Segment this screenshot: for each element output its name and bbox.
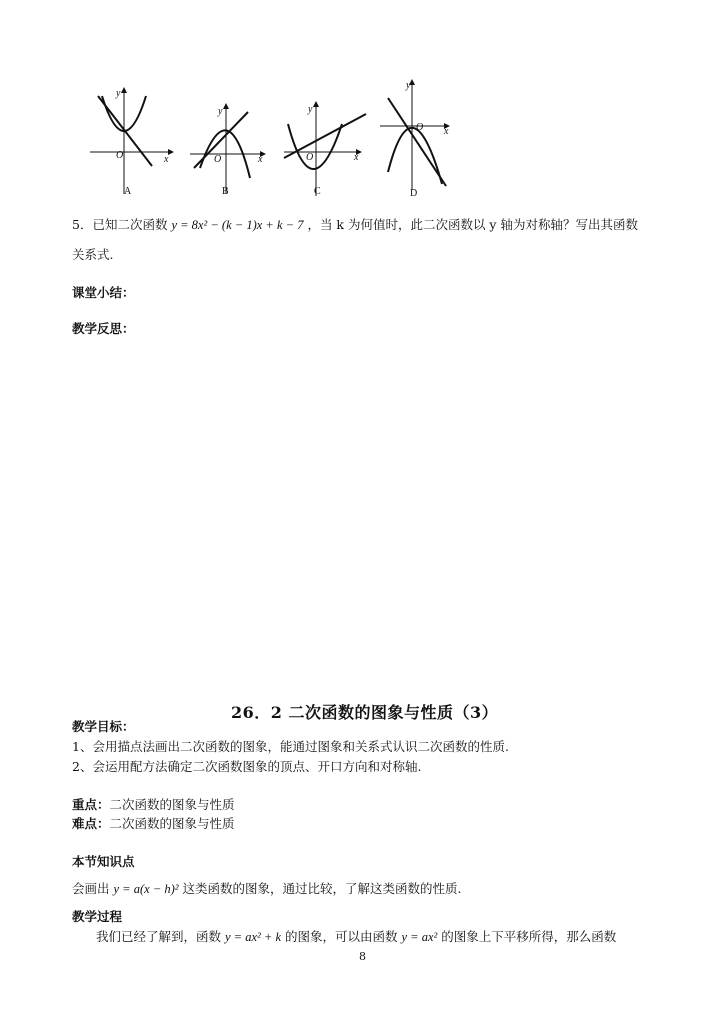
question-5-formula: y = 8x² − (k − 1)x + k − 7 xyxy=(171,218,304,232)
process-text-2: 的图象，可以由函数 xyxy=(285,929,398,944)
knowledge-suffix: 这类函数的图象，通过比较，了解这类函数的性质. xyxy=(182,881,462,896)
difficult-point xyxy=(72,815,235,833)
process-text-1: 我们已经了解到，函数 xyxy=(96,929,222,944)
graph-a xyxy=(86,82,180,200)
summary-label: 课堂小结： xyxy=(72,285,135,300)
key-point-text: 二次函数的图象与性质 xyxy=(109,797,235,812)
knowledge-prefix: 会画出 xyxy=(72,881,110,896)
process-formula-2: y = ax² xyxy=(401,930,438,944)
reflection-label: 教学反思： xyxy=(72,321,135,336)
question-5-prefix: 5．已知二次函数 xyxy=(72,217,168,232)
process-paragraph xyxy=(96,928,616,946)
page-number: 8 xyxy=(359,950,366,963)
graph-c-y-label: y xyxy=(308,104,313,115)
process-label: 教学过程 xyxy=(72,909,123,924)
difficult-point-label: 难点： xyxy=(72,816,110,831)
graph-c xyxy=(280,96,372,202)
goal-item-1: 1、会用描点法画出二次函数的图象，能通过图象和关系式认识二次函数的性质. xyxy=(72,739,509,754)
process-text-3: 的图象上下平移所得，那么函数 xyxy=(441,929,617,944)
difficult-point-text: 二次函数的图象与性质 xyxy=(109,816,235,831)
graph-a-y-label: y xyxy=(116,88,121,99)
question-5-suffix: ，当 k 为何值时，此二次函数以 y 轴为对称轴？写出其函数 xyxy=(307,217,638,232)
graph-b-svg xyxy=(186,98,274,200)
question-5-line2: 关系式. xyxy=(72,247,114,262)
knowledge-label: 本节知识点 xyxy=(72,854,135,869)
goals-label: 教学目标： xyxy=(72,719,135,734)
graph-b-x-label: x xyxy=(258,154,263,165)
graph-c-caption: C xyxy=(314,186,321,197)
graph-d-origin: O xyxy=(416,122,424,133)
knowledge-text xyxy=(72,880,462,898)
graph-b-origin: O xyxy=(214,154,222,165)
graph-c-origin: O xyxy=(306,152,314,163)
graph-a-caption: A xyxy=(124,186,132,197)
question-5-line1 xyxy=(72,216,638,234)
graph-a-origin: O xyxy=(116,150,124,161)
graph-d-x-label: x xyxy=(444,126,449,137)
graph-b-caption: B xyxy=(222,186,229,197)
graph-c-svg xyxy=(280,96,372,202)
goal-item-2: 2、会运用配方法确定二次函数图象的顶点、开口方向和对称轴. xyxy=(72,759,422,774)
process-formula-1: y = ax² + k xyxy=(225,930,282,944)
graph-b-y-label: y xyxy=(218,106,223,117)
graph-d xyxy=(376,72,456,200)
graph-d-y-label: y xyxy=(406,80,411,91)
section-title: 26．2 二次函数的图象与性质（3） xyxy=(231,703,499,722)
graph-b xyxy=(186,98,274,200)
key-point-label: 重点： xyxy=(72,797,110,812)
graph-a-svg xyxy=(86,82,180,200)
graph-d-caption: D xyxy=(410,188,418,199)
key-point xyxy=(72,796,235,814)
graph-c-x-label: x xyxy=(354,152,359,163)
graph-a-x-label: x xyxy=(164,154,169,165)
knowledge-formula: y = a(x − h)² xyxy=(113,882,179,896)
